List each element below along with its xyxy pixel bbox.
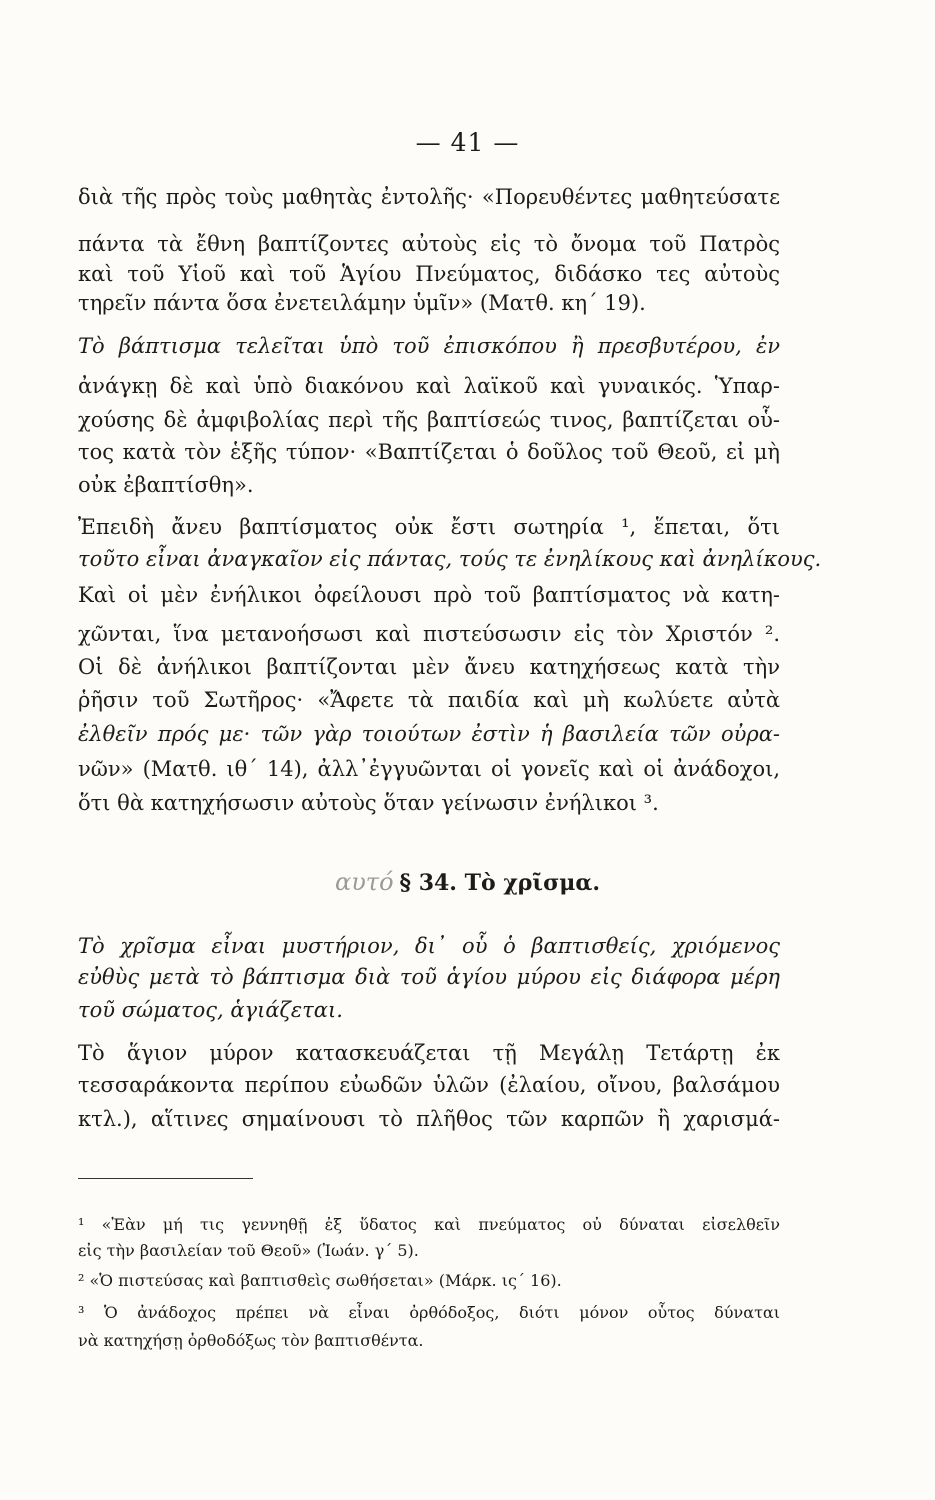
text-line: κτλ.), αἵτινες σημαίνουσι τὸ πλῆθος τῶν καρπῶν ἢ χαρισμά- <box>78 1107 780 1131</box>
text-line: καὶ τοῦ Υἱοῦ καὶ τοῦ Ἁγίου Πνεύματος, διδάσκο τες αὐτοὺς <box>78 262 780 286</box>
text-line: τος κατὰ τὸν ἑξῆς τύπον· «Βαπτίζεται ὁ δοῦλος τοῦ Θεοῦ, εἰ μὴ <box>78 440 780 464</box>
text-line: τεσσαράκοντα περίπου εὐωδῶν ὑλῶν (ἐλαίου, οἴνου, βαλσάμου <box>78 1073 780 1097</box>
text-line: διὰ τῆς πρὸς τοὺς μαθητὰς ἐντολῆς· «Πορευθέντες μαθητεύσατε <box>78 185 780 209</box>
text-line: Τὸ βάπτισμα τελεῖται ὑπὸ τοῦ ἐπισκόπου ἢ πρεσβυτέρου, ἐν <box>78 334 780 358</box>
text-line: ὅτι θὰ κατηχήσωσιν αὐτοὺς ὅταν γείνωσιν ἐνήλικοι ³. <box>78 791 659 815</box>
footnote-line: εἰς τὴν βασιλείαν τοῦ Θεοῦ» (Ἰωάν. γ΄ 5). <box>78 1241 419 1260</box>
section-title: § 34. Τὸ χρῖσμα. <box>399 870 600 896</box>
footnote-line: ² «Ὁ πιστεύσας καὶ βαπτισθεὶς σωθήσεται» (Μάρκ. ις΄ 16). <box>78 1271 562 1290</box>
text-line: οὐκ ἐβαπτίσθη». <box>78 473 254 497</box>
text-line: τοῦτο εἶναι ἀναγκαῖον εἰς πάντας, τούς τε ἐνηλίκους καὶ ἀνηλίκους. <box>78 547 822 571</box>
section-heading <box>0 868 935 896</box>
text-line: χούσης δὲ ἀμφιβολίας περὶ τῆς βαπτίσεώς τινος, βαπτίζεται οὗ- <box>78 408 780 432</box>
text-line: πάντα τὰ ἔθνη βαπτίζοντες αὐτοὺς εἰς τὸ ὄνομα τοῦ Πατρὸς <box>78 232 780 256</box>
footnote-line: νὰ κατηχήσῃ ὀρθοδόξως τὸν βαπτισθέντα. <box>78 1331 424 1350</box>
footnote-line: ³ Ὁ ἀνάδοχος πρέπει νὰ εἶναι ὀρθόδοξος, διότι μόνον οὗτος δύναται <box>78 1303 780 1322</box>
text-line: ἐλθεῖν πρός με· τῶν γὰρ τοιούτων ἐστὶν ἡ βασιλεία τῶν οὐρα- <box>78 722 780 746</box>
text-line: Ἐπειδὴ ἄνευ βαπτίσματος οὐκ ἔστι σωτηρία ¹, ἕπεται, ὅτι <box>78 515 780 539</box>
text-line: Καὶ οἱ μὲν ἐνήλικοι ὀφείλουσι πρὸ τοῦ βαπτίσματος νὰ κατη- <box>78 583 780 607</box>
text-line: Τὸ ἅγιον μύρον κατασκευάζεται τῇ Μεγάλῃ Τετάρτῃ ἐκ <box>78 1041 780 1065</box>
text-line: Τὸ χρῖσμα εἶναι μυστήριον, δι᾽ οὗ ὁ βαπτισθείς, χριόμενος <box>78 934 780 958</box>
text-line: εὐθὺς μετὰ τὸ βάπτισμα διὰ τοῦ ἁγίου μύρου εἰς διάφορα μέρη <box>78 965 780 989</box>
handwritten-annotation: αυτό <box>335 868 394 896</box>
text-line: χῶνται, ἵνα μετανοήσωσι καὶ πιστεύσωσιν εἰς τὸν Χριστόν ². <box>78 622 780 646</box>
text-line: τοῦ σώματος, ἁγιάζεται. <box>78 998 343 1022</box>
footnote-divider <box>78 1178 253 1179</box>
text-line: τηρεῖν πάντα ὅσα ἐνετειλάμην ὑμῖν» (Ματθ. κη΄ 19). <box>78 291 646 315</box>
text-line: ῥῆσιν τοῦ Σωτῆρος· «Ἄφετε τὰ παιδία καὶ μὴ κωλύετε αὐτὰ <box>78 688 780 712</box>
page-number: — 41 — <box>415 128 520 157</box>
text-line: Οἱ δὲ ἀνήλικοι βαπτίζονται μὲν ἄνευ κατηχήσεως κατὰ τὴν <box>78 655 780 679</box>
text-line: νῶν» (Ματθ. ιθ΄ 14), ἀλλ᾽ἐγγυῶνται οἱ γονεῖς καὶ οἱ ἀνάδοχοι, <box>78 757 780 781</box>
text-line: ἀνάγκῃ δὲ καὶ ὑπὸ διακόνου καὶ λαϊκοῦ καὶ γυναικός. Ὑπαρ- <box>78 374 780 398</box>
footnote-line: ¹ «Ἐὰν μή τις γεννηθῇ ἐξ ὕδατος καὶ πνεύματος οὐ δύναται εἰσελθεῖν <box>78 1215 780 1234</box>
